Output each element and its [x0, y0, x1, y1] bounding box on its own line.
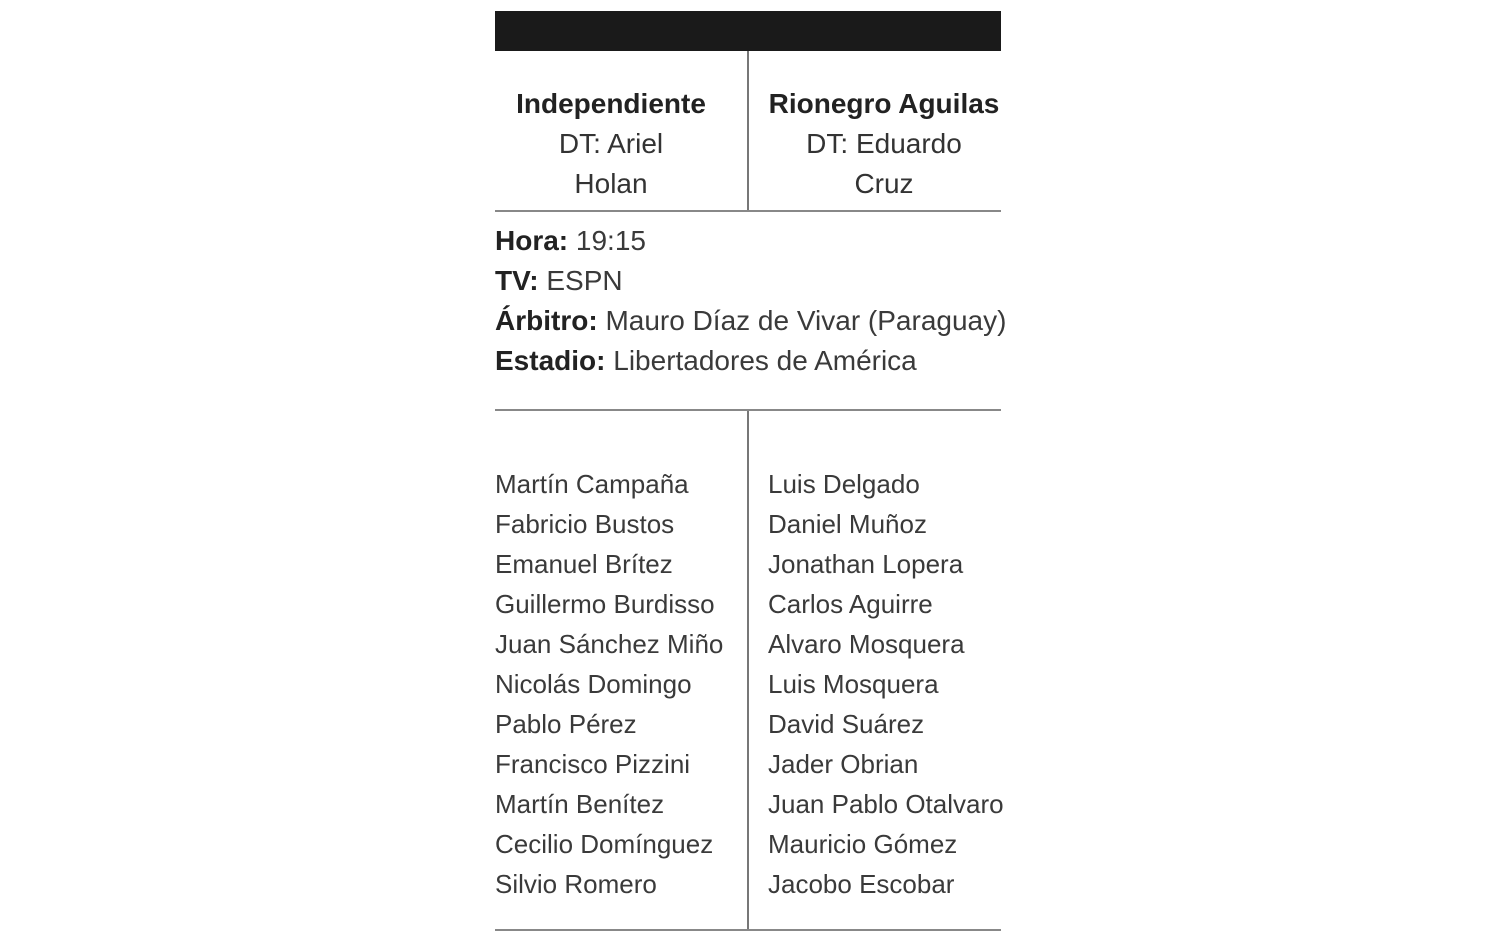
home-player: Martín Benítez: [495, 789, 665, 819]
away-player: Juan Pablo Otalvaro: [768, 789, 1004, 819]
home-player: Martín Campaña: [495, 469, 689, 499]
away-player: Jacobo Escobar: [768, 869, 955, 899]
match-info: [495, 221, 1007, 381]
away-team-name: Rionegro Aguilas: [768, 88, 1000, 119]
away-player: Alvaro Mosquera: [768, 629, 965, 659]
home-player: Guillermo Burdisso: [495, 589, 715, 619]
referee-row: [495, 301, 1007, 341]
tv-value: ESPN: [546, 265, 623, 296]
home-player: Nicolás Domingo: [495, 669, 692, 699]
home-team-name: Independiente: [516, 88, 706, 119]
bottom-rule: [495, 929, 1001, 931]
kickoff-time-label: Hora:: [495, 225, 569, 256]
stadium-row: [495, 341, 1001, 381]
home-player: Pablo Pérez: [495, 709, 637, 739]
away-player: Jonathan Lopera: [768, 549, 964, 579]
tv-label: TV:: [495, 265, 539, 296]
home-player: Cecilio Domínguez: [495, 829, 714, 859]
away-player: David Suárez: [768, 709, 925, 739]
away-team-header: [753, 84, 1015, 204]
away-lineup: [768, 464, 1004, 904]
team-header-divider: [747, 51, 749, 211]
home-team-header: [495, 84, 727, 204]
match-card: [495, 11, 1007, 932]
kickoff-time-value: 19:15: [575, 225, 646, 256]
stadium-value: Libertadores de América: [613, 345, 917, 376]
home-team-coach-line1: DT: Ariel: [558, 128, 664, 159]
home-player: Fabricio Bustos: [495, 509, 675, 539]
tv-row: [495, 261, 1001, 301]
header-bar: [495, 11, 1001, 51]
away-player: Daniel Muñoz: [768, 509, 927, 539]
home-team-coach-line2: Holan: [574, 168, 648, 199]
kickoff-time-row: [495, 221, 1001, 261]
header-rule: [495, 210, 1001, 212]
away-player: Luis Mosquera: [768, 669, 939, 699]
home-player: Silvio Romero: [495, 869, 657, 899]
away-team-coach-line2: Cruz: [854, 168, 914, 199]
home-player: Juan Sánchez Miño: [495, 629, 724, 659]
away-player: Carlos Aguirre: [768, 589, 933, 619]
lineup-divider: [747, 411, 749, 930]
home-lineup: [495, 464, 723, 904]
away-player: Jader Obrian: [768, 749, 919, 779]
referee-label: Árbitro:: [495, 305, 598, 336]
away-team-coach-line1: DT: Eduardo: [806, 128, 962, 159]
away-player: Mauricio Gómez: [768, 829, 958, 859]
home-player: Emanuel Brítez: [495, 549, 673, 579]
referee-value: Mauro Díaz de Vivar (Paraguay): [605, 305, 1007, 336]
home-player: Francisco Pizzini: [495, 749, 691, 779]
away-player: Luis Delgado: [768, 469, 920, 499]
stadium-label: Estadio:: [495, 345, 606, 376]
